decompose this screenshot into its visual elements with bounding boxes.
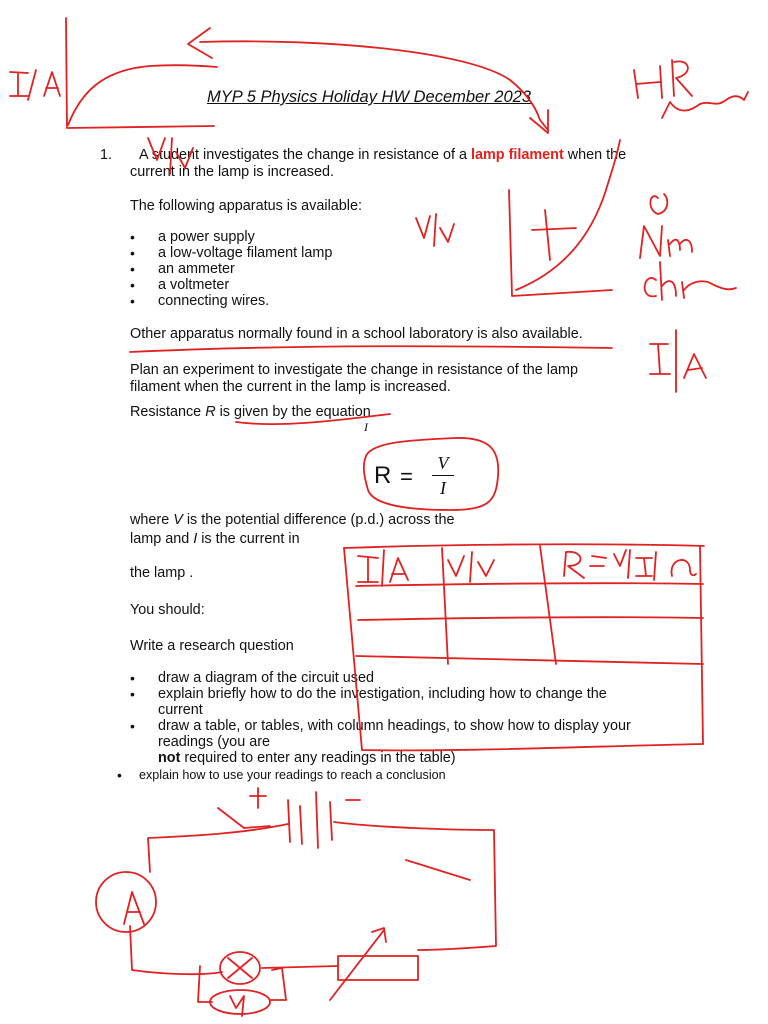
conclusion-item: explain how to use your readings to reach a conclusion (139, 768, 446, 782)
task-item-post: required to enter any readings in the table) (184, 750, 456, 766)
task-item-cont: readings (you are (158, 734, 270, 750)
vi-graph (416, 140, 620, 296)
apparatus-item: connecting wires. (158, 293, 270, 309)
resistance-line (130, 404, 371, 420)
not-bold: not (158, 750, 181, 766)
task-item: explain briefly how to do the investigation, including how to change the (158, 686, 607, 702)
the-lamp-line: the lamp . (130, 565, 194, 581)
formula-denominator: I (440, 478, 446, 498)
lamp-filament-highlight: lamp filament (471, 147, 564, 163)
ia-right (650, 330, 706, 392)
question-line-2: current in the lamp is increased. (130, 164, 334, 180)
bullet-icon: • (130, 686, 135, 702)
task-item: draw a diagram of the circuit used (158, 670, 374, 686)
task-item: draw a table, or tables, with column headings, to show how to display your (158, 718, 631, 734)
question-line-1-post: when the (567, 147, 627, 163)
where-var: V (173, 512, 183, 528)
research-question: Write a research question (130, 638, 294, 654)
lamp-and-pre: lamp and (130, 531, 190, 547)
resistance-post: is given by the equation (219, 404, 371, 420)
bullet-icon: • (130, 245, 135, 261)
ia-graph-top-left (10, 18, 217, 128)
lamp-and-post: is the current in (201, 531, 300, 547)
resistance-var: R (205, 404, 216, 420)
question-number: 1. (100, 147, 113, 163)
task-item-cont (158, 750, 456, 766)
where-pre: where (130, 512, 170, 528)
hr-top-right (634, 60, 748, 118)
formula-fraction (432, 452, 454, 499)
plan-line-1: Plan an experiment to investigate the change in resistance of the lamp (130, 362, 578, 378)
bullet-icon: • (130, 293, 135, 309)
task-item-cont: current (158, 702, 203, 718)
apparatus-intro: The following apparatus is available: (130, 198, 362, 214)
page-title: MYP 5 Physics Holiday HW December 2023 (207, 88, 532, 106)
apparatus-item: a voltmeter (158, 277, 230, 293)
underline-other-apparatus (130, 346, 612, 352)
bullet-icon: • (130, 718, 135, 734)
bullet-icon: • (130, 277, 135, 293)
bullet-icon: • (130, 261, 135, 277)
formula-lhs: R (374, 462, 392, 489)
bullet-icon: • (130, 229, 135, 245)
lamp-and-var: I (193, 531, 198, 547)
fraction-bar (432, 475, 454, 476)
you-should: You should: (130, 602, 205, 618)
formula-equals: = (400, 464, 413, 489)
question-line-1 (139, 147, 626, 163)
apparatus-item: an ammeter (158, 261, 235, 277)
lamp-and-line (130, 531, 300, 547)
apparatus-item: a low-voltage filament lamp (158, 245, 333, 261)
other-apparatus-text: Other apparatus normally found in a school laboratory is also available. (130, 326, 583, 342)
top-arrow (188, 28, 548, 133)
formula-numerator: V (437, 453, 449, 473)
question-line-1-pre: A student investigates the change in resistance of a (139, 147, 467, 163)
where-post: is the potential difference (p.d.) across the (186, 512, 455, 528)
bullet-icon: • (130, 670, 135, 686)
stray-symbol: I (364, 420, 368, 434)
bullet-icon: • (117, 767, 122, 783)
circuit-diagram (96, 788, 496, 1016)
apparatus-item: a power supply (158, 229, 255, 245)
resistance-pre: Resistance (130, 404, 202, 420)
ohm-notes (640, 194, 736, 300)
plan-line-2: filament when the current in the lamp is increased. (130, 379, 451, 395)
where-line (130, 512, 455, 528)
